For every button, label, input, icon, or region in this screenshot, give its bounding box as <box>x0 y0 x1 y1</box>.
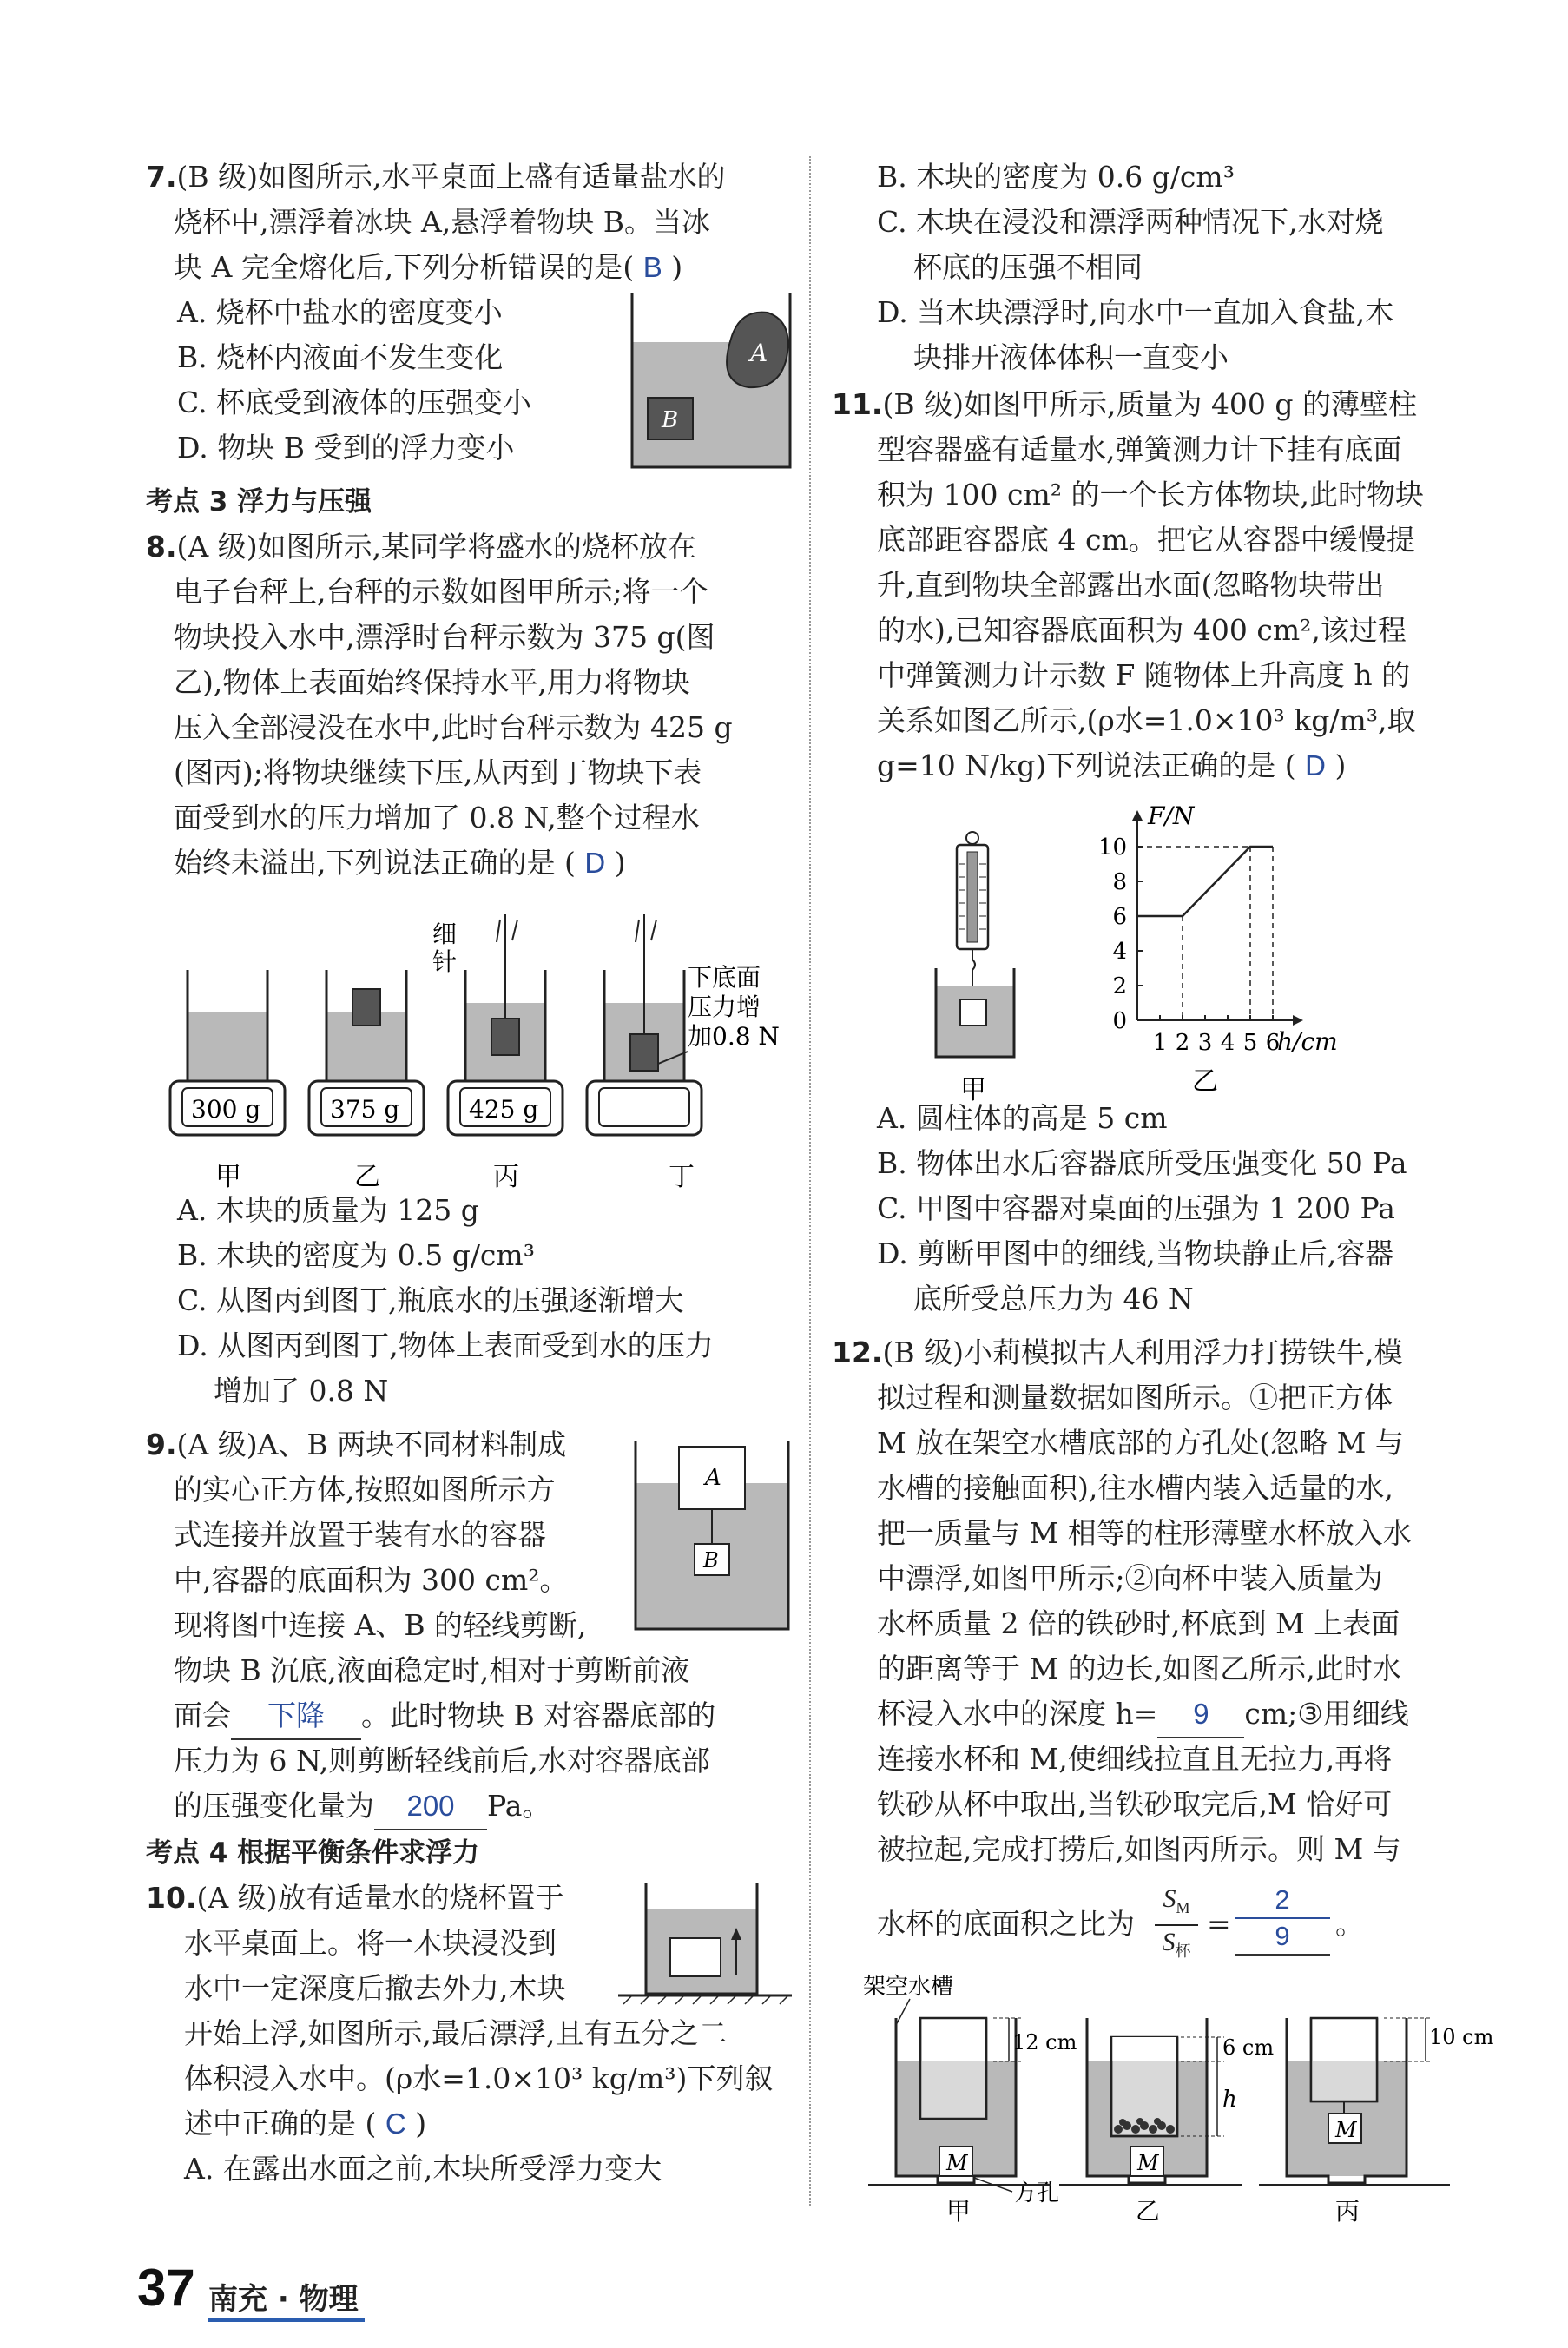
svg-text:6 cm: 6 cm <box>1222 2035 1275 2060</box>
q11-line7: 中弹簧测力计示数 F 随物体上升高度 h 的 <box>877 658 1411 692</box>
y-tick-label: 0 <box>1112 1008 1127 1034</box>
x-tick-label: 2 <box>1175 1030 1190 1056</box>
section-4-heading: 考点 4 根据平衡条件求浮力 <box>146 1837 480 1869</box>
q8-line7: 面受到水的压力增加了 0.8 N,整个过程水 <box>174 801 700 834</box>
x-tick-label: 6 <box>1265 1030 1281 1056</box>
svg-text:丙: 丙 <box>493 1162 519 1192</box>
svg-text:甲: 甲 <box>215 1162 241 1192</box>
q11-line2: 型容器盛有适量水,弹簧测力计下挂有底面 <box>877 432 1402 466</box>
q9-blank-2[interactable]: 200 <box>374 1784 487 1830</box>
q8-block-yi <box>352 989 380 1026</box>
q8-line3: 物块投入水中,漂浮时台秤示数为 375 g(图 <box>174 620 715 654</box>
y-tick-label: 4 <box>1112 939 1127 965</box>
q12-equals: = <box>1207 1907 1231 1941</box>
q12-figure <box>860 1964 1502 2225</box>
q8-figure <box>156 907 799 1194</box>
page-label: 南充 · 物理 <box>208 2282 359 2317</box>
q11-line5: 升,直到物块全部露出水面(忽略物块带出 <box>877 568 1385 602</box>
q12-setup-jia <box>868 2018 1077 2225</box>
svg-text:B: B <box>703 1548 719 1573</box>
q10-line6: 述中正确的是 ( C ) <box>184 2107 427 2140</box>
q7-answer: B <box>642 251 662 283</box>
q8-line1: 8.(A 级)如图所示,某同学将盛水的烧杯放在 <box>146 530 697 564</box>
svg-text:B: B <box>662 407 679 433</box>
q11-line1: 11.(B 级)如图甲所示,质量为 400 g 的薄壁柱 <box>832 387 1418 421</box>
svg-text:A: A <box>750 339 768 367</box>
q12-blank-1[interactable]: 9 <box>1157 1692 1244 1738</box>
q12-setup-bing <box>1259 2018 1494 2225</box>
y-tick-label: 8 <box>1112 869 1127 895</box>
svg-text:M: M <box>1335 2118 1357 2142</box>
q10-answer: C <box>385 2107 406 2140</box>
q9-line2: 的实心正方体,按照如图所示方 <box>174 1473 556 1507</box>
q9-line6: 物块 B 沉底,液面稳定时,相对于剪断前液 <box>174 1653 690 1687</box>
svg-text:丁: 丁 <box>669 1162 695 1192</box>
svg-text:h: h <box>1222 2087 1237 2113</box>
q8-option-d-cont: 增加了 0.8 N <box>177 1374 389 1408</box>
q12-ratio-fraction: $S_M$ $S_杯$ <box>1155 1883 1198 1968</box>
svg-text:乙: 乙 <box>1136 2197 1161 2225</box>
q10-option-c: C. 木块在浸没和漂浮两种情况下,水对烧 <box>877 205 1384 239</box>
svg-text:甲: 甲 <box>960 1075 986 1105</box>
q10-line3: 水中一定深度后撤去外力,木块 <box>184 1971 566 2005</box>
x-tick-label: 3 <box>1197 1030 1213 1056</box>
q9-line9: 的压强变化量为 200 Pa。 <box>174 1784 550 1830</box>
q8-option-c: C. 从图丙到图丁,瓶底水的压强逐渐增大 <box>177 1283 684 1317</box>
q12-line3: M 放在架空水槽底部的方孔处(忽略 M 与 <box>877 1426 1404 1460</box>
svg-text:加0.8 N: 加0.8 N <box>688 1022 780 1051</box>
q7-option-a: A. 烧杯中盐水的密度变小 <box>177 295 503 329</box>
q8-line5: 压入全部浸没在水中,此时台秤示数为 425 g <box>174 710 733 744</box>
q8-line4: 乙),物体上表面始终保持水平,用力将物块 <box>174 665 690 699</box>
series-line-F <box>1137 847 1273 916</box>
q7-option-b: B. 烧杯内液面不发生变化 <box>177 340 504 374</box>
q8-scale-reading-yi: 375 g <box>330 1095 400 1124</box>
section-3-heading: 考点 3 浮力与压强 <box>146 486 372 518</box>
svg-text:方孔: 方孔 <box>1014 2180 1060 2206</box>
page-number: 37 <box>137 2259 195 2317</box>
q10-option-d-cont: 块排开液体体积一直变小 <box>877 340 1229 374</box>
q10-option-a: A. 在露出水面之前,木块所受浮力变大 <box>184 2152 662 2186</box>
q10-figure <box>615 1874 797 2013</box>
svg-text:M: M <box>946 2151 968 2175</box>
q12-line2: 拟过程和测量数据如图所示。①把正方体 <box>877 1381 1393 1415</box>
y-tick-label: 10 <box>1097 834 1127 861</box>
q11-option-d-cont: 底所受总压力为 46 N <box>877 1282 1194 1316</box>
q8-line8: 始终未溢出,下列说法正确的是 ( D ) <box>174 846 626 880</box>
q9-line5: 现将图中连接 A、B 的轻线剪断, <box>174 1608 587 1642</box>
q11-line4: 底部距容器底 4 cm。把它从容器中缓慢提 <box>877 523 1415 557</box>
q9-blank-1[interactable]: 下降 <box>231 1693 361 1740</box>
q7-option-d: D. 物块 B 受到的浮力变小 <box>177 431 515 465</box>
q8-option-a: A. 木块的质量为 125 g <box>177 1193 479 1227</box>
q8-hand-bing <box>497 914 517 942</box>
q11-figure-jia <box>920 829 1077 1107</box>
q11-answer: D <box>1305 749 1326 782</box>
q7-figure <box>629 292 795 471</box>
q10-line2: 水平桌面上。将一木块浸没到 <box>184 1926 557 1960</box>
q12-line10: 连接水杯和 M,使细线拉直且无拉力,再将 <box>877 1742 1393 1776</box>
y-axis-arrow <box>1132 810 1143 821</box>
q8-line6: (图丙);将物块继续下压,从丙到丁物块下表 <box>174 755 702 789</box>
q11-option-a: A. 圆柱体的高是 5 cm <box>877 1101 1168 1135</box>
q10-wood-block <box>670 1938 721 1976</box>
x-tick-label: 1 <box>1152 1030 1168 1056</box>
q11-line9: g=10 N/kg)下列说法正确的是 ( D ) <box>877 749 1347 782</box>
svg-text:甲: 甲 <box>946 2197 972 2225</box>
q10-option-b: B. 木块的密度为 0.6 g/cm³ <box>877 160 1235 194</box>
q10-line5: 体积浸入水中。(ρ水=1.0×10³ kg/m³)下列叙 <box>184 2061 774 2095</box>
q10-option-d: D. 当木块漂浮时,向水中一直加入食盐,木 <box>877 295 1394 329</box>
q10-option-c-cont: 杯底的压强不相同 <box>877 250 1143 284</box>
q9-line8: 压力为 6 N,则剪断轻线前后,水对容器底部 <box>174 1744 710 1777</box>
q10-line4: 开始上浮,如图所示,最后漂浮,且有五分之二 <box>184 2016 728 2050</box>
q12-setup-yi <box>1059 2018 1274 2225</box>
y-tick-label: 6 <box>1112 904 1127 930</box>
q7-option-c: C. 杯底受到液体的压强变小 <box>177 386 532 419</box>
q11-line6: 的水),已知容器底面积为 400 cm²,该过程 <box>877 613 1407 647</box>
q11-block <box>960 999 986 1026</box>
q12-period: 。 <box>1335 1907 1364 1941</box>
q11-chart <box>1094 795 1441 1116</box>
q12-line11: 铁砂从杯中取出,当铁砂取完后,M 恰好可 <box>877 1787 1393 1821</box>
q12-line1: 12.(B 级)小莉模拟古人利用浮力打捞铁牛,模 <box>832 1336 1403 1369</box>
column-divider <box>809 156 811 2206</box>
chart-caption: 乙 <box>1192 1066 1218 1097</box>
q7-line1: 7.(B 级)如图所示,水平桌面上盛有适量盐水的 <box>146 160 726 194</box>
svg-text:下底面: 下底面 <box>688 963 761 992</box>
svg-text:压力增: 压力增 <box>688 993 761 1021</box>
q11-line8: 关系如图乙所示,(ρ水=1.0×10³ kg/m³,取 <box>877 703 1416 737</box>
q12-line12: 被拉起,完成打捞后,如图丙所示。则 M 与 <box>877 1832 1401 1866</box>
q11-option-c: C. 甲图中容器对桌面的压强为 1 200 Pa <box>877 1191 1395 1225</box>
svg-text:12 cm: 12 cm <box>1012 2030 1077 2054</box>
q9-line4: 中,容器的底面积为 300 cm²。 <box>174 1563 569 1597</box>
svg-text:10 cm: 10 cm <box>1429 2025 1494 2049</box>
page-label-underline <box>208 2318 365 2322</box>
q8-block-ding <box>630 1034 658 1071</box>
x-axis-label: h/cm <box>1277 1027 1338 1056</box>
x-tick-label: 5 <box>1242 1030 1258 1056</box>
q11-line3: 积为 100 cm² 的一个长方体物块,此时物块 <box>877 478 1424 511</box>
q8-line2: 电子台秤上,台秤的示数如图甲所示;将一个 <box>174 575 708 609</box>
q12-line13-lead: 水杯的底面积之比为 <box>877 1907 1135 1941</box>
q11-option-b: B. 物体出水后容器底所受压强变化 50 Pa <box>877 1146 1407 1180</box>
q12-line7: 水杯质量 2 倍的铁砂时,杯底到 M 上表面 <box>877 1606 1400 1640</box>
q8-option-b: B. 木块的密度为 0.5 g/cm³ <box>177 1238 535 1272</box>
svg-text:M: M <box>1137 2151 1159 2175</box>
y-tick-label: 2 <box>1112 973 1127 999</box>
q12-tank-label: 架空水槽 <box>863 1974 954 2000</box>
q8-answer: D <box>584 847 606 879</box>
q12-line8: 的距离等于 M 的边长,如图乙所示,此时水 <box>877 1652 1401 1685</box>
q7-line2: 烧杯中,漂浮着冰块 A,悬浮着物块 B。当冰 <box>174 205 711 239</box>
svg-text:乙: 乙 <box>354 1162 380 1192</box>
q8-scale-reading-bing: 425 g <box>469 1095 539 1124</box>
q7-line3: 块 A 完全熔化后,下列分析错误的是( B ) <box>174 250 683 284</box>
q12-line9: 杯浸入水中的深度 h= 9 cm;③用细线 <box>877 1692 1409 1738</box>
y-axis-label: F/N <box>1148 801 1195 830</box>
q12-line6: 中漂浮,如图甲所示;②向杯中装入质量为 <box>877 1561 1383 1595</box>
x-axis-arrow <box>1293 1015 1303 1026</box>
q9-line1: 9.(A 级)A、B 两块不同材料制成 <box>146 1428 567 1461</box>
x-tick-label: 4 <box>1220 1030 1235 1056</box>
svg-text:丙: 丙 <box>1335 2197 1360 2225</box>
q9-figure <box>632 1415 794 1632</box>
q11-option-d: D. 剪断甲图中的细线,当物块静止后,容器 <box>877 1237 1394 1270</box>
q9-line3: 式连接并放置于装有水的容器 <box>174 1518 546 1552</box>
q10-line1: 10.(A 级)放有适量水的烧杯置于 <box>146 1881 564 1915</box>
svg-text:A: A <box>705 1465 721 1491</box>
q12-answer-fraction[interactable]: 2 9 <box>1235 1883 1330 1956</box>
q12-line5: 把一质量与 M 相等的柱形薄壁水杯放入水 <box>877 1516 1412 1550</box>
svg-text:针: 针 <box>432 947 458 976</box>
q12-line4: 水槽的接触面积),往水槽内装入适量的水, <box>877 1471 1393 1505</box>
q8-option-d: D. 从图丙到图丁,物体上表面受到水的压力 <box>177 1329 714 1362</box>
svg-text:细: 细 <box>432 920 458 948</box>
q9-line7: 面会 下降 。此时物块 B 对容器底部的 <box>174 1693 715 1740</box>
q8-scale-reading-jia: 300 g <box>191 1095 261 1124</box>
